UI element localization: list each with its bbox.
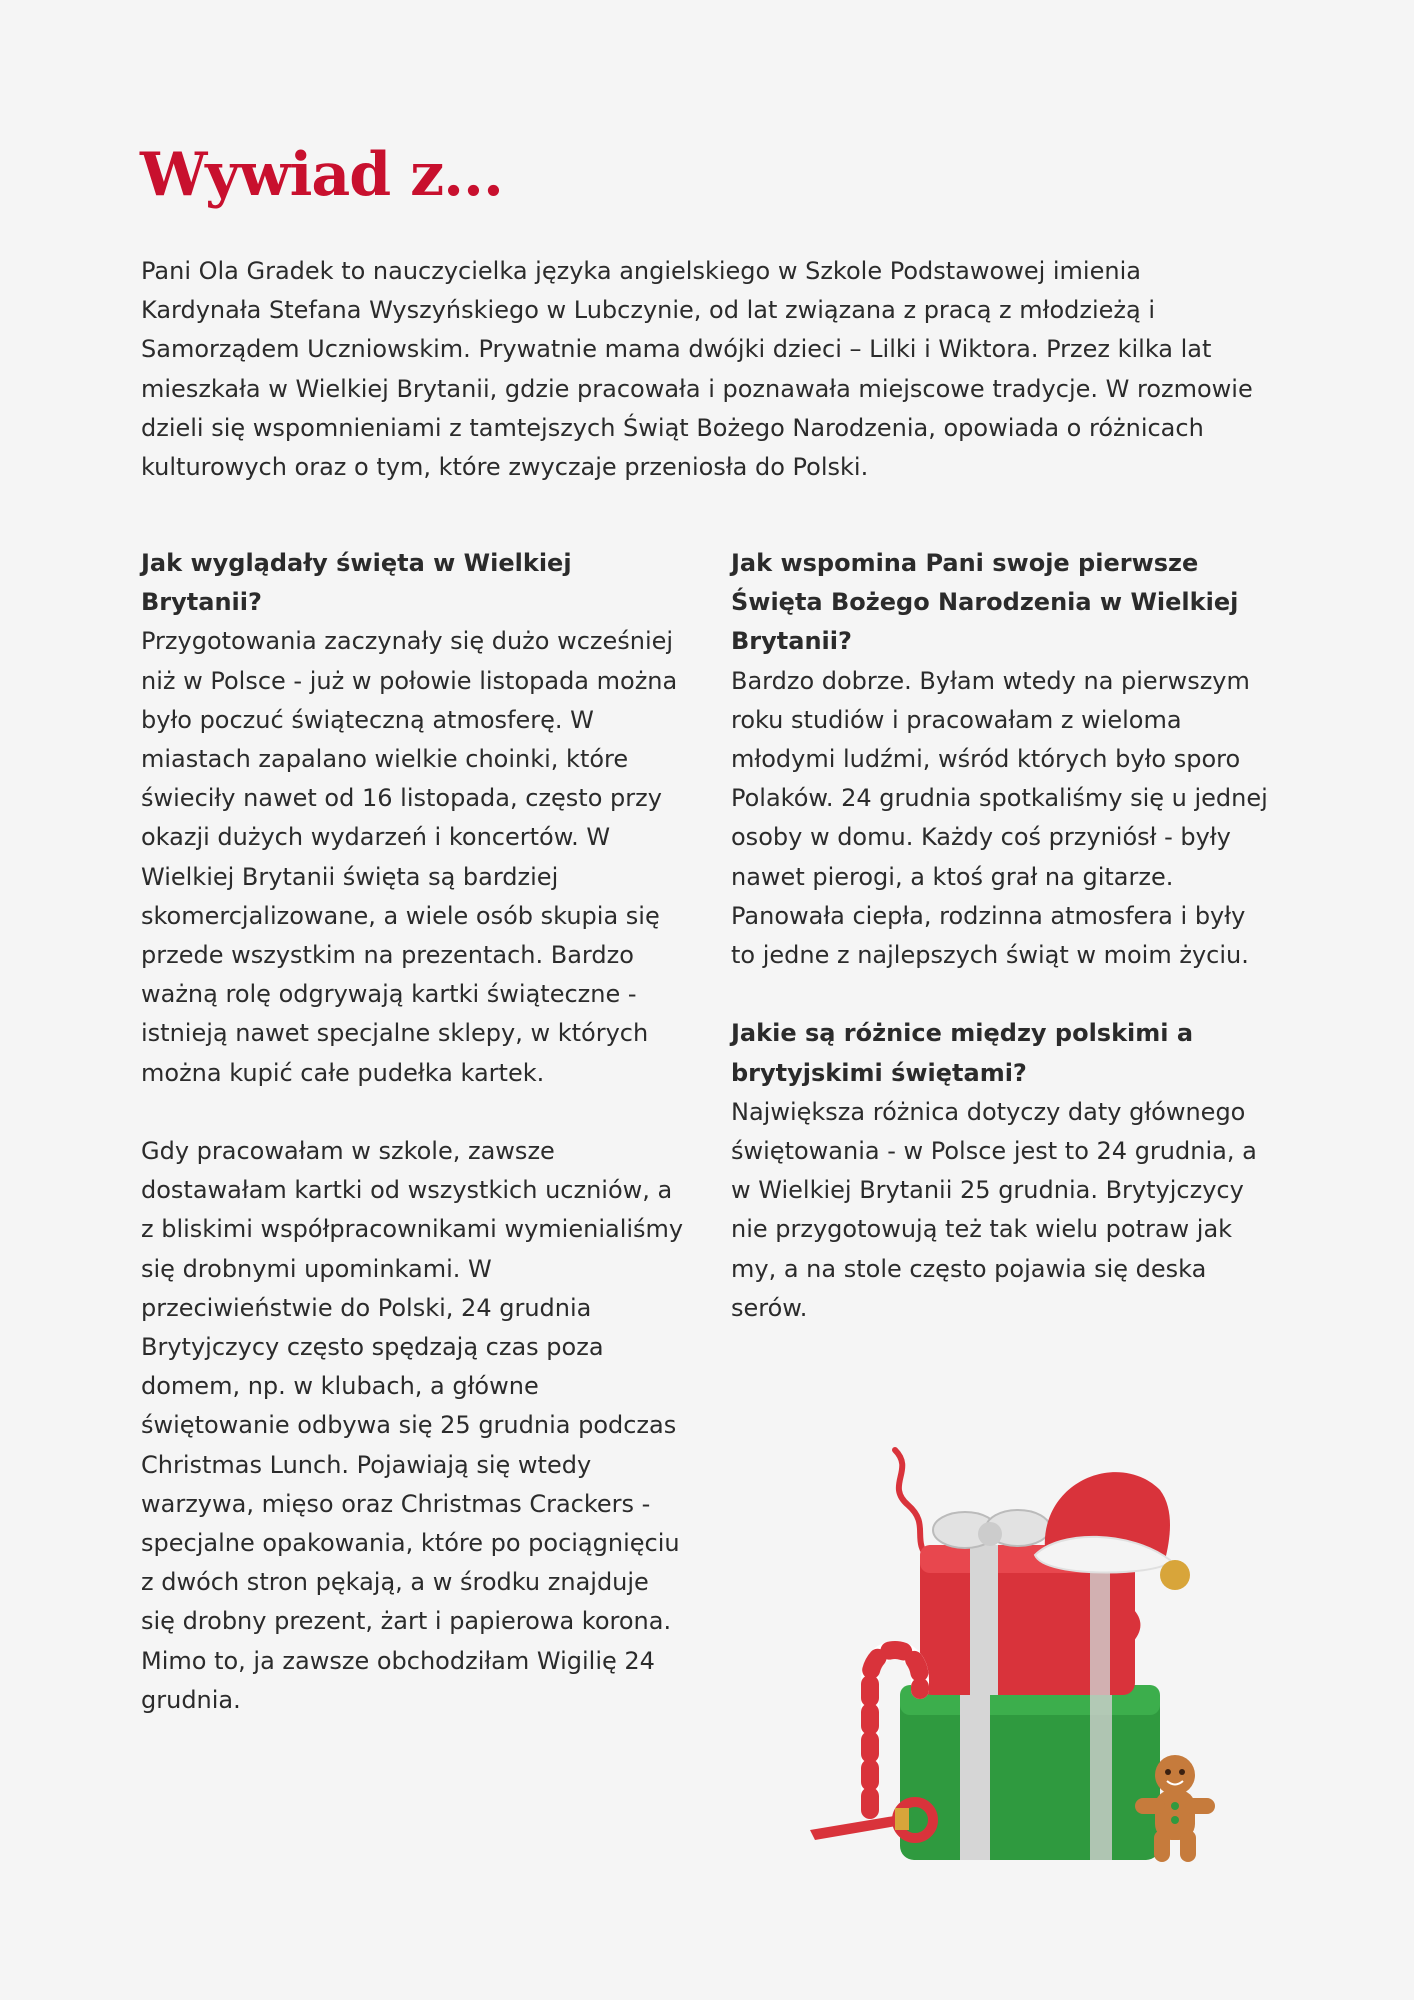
intro-paragraph: Pani Ola Gradek to nauczycielka języka angielskiego w Szkole Podstawowej imienia Kardynała Stefana Wyszyńskiego w Lubczynie, od lat związana z pracą z młodzieżą i Samorządem Uczniowskim. Prywatnie mama dwójki dzieci – Lilki i Wiktora. Przez kilka lat mieszkała w Wielkiej Brytanii, gdzie pracowała i poznawała miejscowe tradycje. W rozmowie dzieli się wspomnieniami z tamtejszych Świąt Bożego Narodzenia, opowiada o różnicach kulturowych oraz o tym, które zwyczaje przeniosła do Polski. — [141, 257, 1253, 482]
answer-paragraph: Największa różnica dotyczy daty głównego świętowania - w Polsce jest to 24 grudnia, a w Wielkiej Brytanii 25 grudnia. Brytyjczycy nie przygotowują też tak wielu potraw jak my, a na stole często pojawia się deska serów. — [731, 1097, 1257, 1322]
answer-paragraph: Bardzo dobrze. Byłam wtedy na pierwszym roku studiów i pracowałam z wieloma młodymi ludźmi, wśród których było sporo Polaków. 24 grudnia spotkaliśmy się u jednej osoby w domu. Każdy coś przyniósł - były nawet pierogi, a ktoś grał na gitarze. Panowała ciepła, rodzinna atmosfera i były to jedne z najlepszych świąt w moim życiu. — [731, 666, 1268, 970]
left-column — [141, 544, 686, 1720]
page-title: Wywiad z... — [140, 140, 503, 210]
gift-stack-icon — [790, 1430, 1230, 1870]
answer-paragraph: Przygotowania zaczynały się dużo wcześniej niż w Polsce - już w połowie listopada można było poczuć świąteczną atmosferę. W miastach zapalano wielkie choinki, które świeciły nawet od 16 listopada, często przy okazji dużych wydarzeń i koncertów. W Wielkiej Brytanii święta są bardziej skomercjalizowane, a wiele osób skupia się przede wszystkim na prezentach. Bardzo ważną rolę odgrywają kartki świąteczne - istnieją nawet specjalne sklepy, w których można kupić całe pudełka kartek. — [141, 627, 678, 1087]
right-column — [731, 544, 1276, 1328]
question-heading: Jak wyglądały święta w Wielkiej Brytanii? — [141, 549, 572, 617]
question-heading: Jak wspomina Pani swoje pierwsze Święta Bożego Narodzenia w Wielkiej Brytanii? — [731, 549, 1239, 656]
answer-paragraph: Gdy pracowałam w szkole, zawsze dostawałam kartki od wszystkich uczniów, a z bliskimi współpracownikami wymienialiśmy się drobnymi upominkami. W przeciwieństwie do Polski, 24 grudnia Brytyjczycy często spędzają czas poza domem, np. w klubach, a główne świętowanie odbywa się 25 grudnia podczas Christmas Lunch. Pojawiają się wtedy warzywa, mięso oraz Christmas Crackers - specjalne opakowania, które po pociągnięciu z dwóch stron pękają, a w środku znajduje się drobny prezent, żart i papierowa korona. Mimo to, ja zawsze obchodziłam Wigilię 24 grudnia. — [141, 1137, 684, 1714]
christmas-gifts-illustration — [790, 1430, 1230, 1870]
question-heading: Jakie są różnice między polskimi a brytyjskimi świętami? — [731, 1019, 1194, 1087]
